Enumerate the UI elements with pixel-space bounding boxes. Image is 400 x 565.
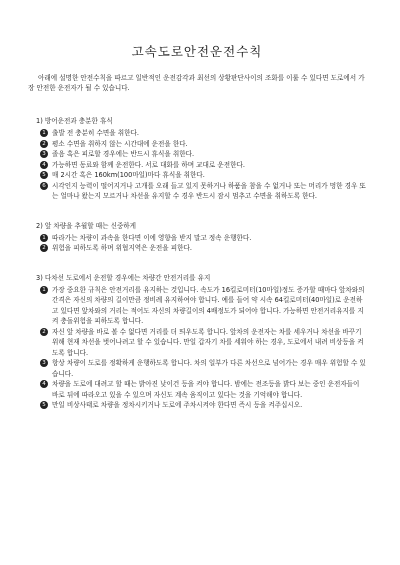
list-item: [40, 149, 366, 160]
list-item-text: 가장 중요한 규칙은 안전거리를 유지하는 것입니다. 속도가 16킬로미터(10마일)정도 증가할 때마다 앞차와의 간격은 자신의 차량의 길이만큼 정비례 유지하여야 합니다. 예를 들어 약 시속 64킬로미터(40마일)로 운전하고 있다면 앞차와의 거리는 적어도 자신의 차량길이의 4배정도가 되어야 합니다. 가능하면 안전거리유지를 지켜 충돌위험을 피하도록 합니다.: [52, 285, 365, 325]
circled-number-badge: 4: [40, 380, 48, 388]
circled-number-badge: 6: [40, 182, 48, 190]
circled-number-badge: 2: [40, 328, 48, 336]
list-item: [40, 327, 366, 359]
list-item-text: 졸음 혹은 피로할 경우에는 반드시 휴식을 취한다.: [52, 150, 195, 158]
list-item: [40, 233, 366, 244]
list-item: [40, 358, 366, 379]
section-heading: 3) 다차선 도로에서 운전할 경우에는 차량간 안전거리를 유지: [36, 273, 211, 282]
list-item: [40, 128, 366, 139]
list-item-text: 만일 비상사태로 차량을 정차시키거나 도로에 주차시켜야 한다면 즉시 등을 켜주십시오.: [52, 401, 303, 409]
sections-container: [28, 116, 366, 411]
section-3: [28, 273, 366, 411]
list-item-text: 차량을 도로에 대려고 할 때는 밝아진 낮이건 등을 켜야 합니다. 밤에는 전조등을 밝다 보는 중인 운전자들이 바로 뒤에 따라오고 있을 수 있으며 자신도 계속 움직이고 있다는 것을 기억해야 합니다.: [52, 380, 360, 399]
list-item-text: 자신 앞 차량을 바로 볼 수 없다면 거리를 더 띄우도록 합니다. 앞차의 운전자는 차를 세우거나 차선을 바꾸기 위해 현재 차선을 벗어나려고 할 수 있습니다. 만일 갑자기 차를 세워야 하는 경우, 도로에서 내려 비상등을 켜도록 합니다.: [52, 327, 364, 357]
list-item: [40, 400, 366, 411]
list-item-text: 출발 전 충분히 수면을 취한다.: [52, 129, 139, 137]
section-2: [28, 221, 366, 254]
list-item-text: 위험을 피하도록 하며 위협지역은 운전을 피한다.: [52, 244, 192, 252]
list-item-text: 평소 수면을 취하지 않는 시간대에 운전을 한다.: [52, 139, 188, 148]
section-heading: 2) 앞 차량을 추월할 때는 신중하게: [36, 221, 137, 230]
circled-number-badge: 3: [40, 359, 48, 367]
list-item-text: 따라가는 차량이 과속을 한다면 이에 영향을 받지 말고 정속 운행한다.: [52, 233, 252, 242]
list-item: [40, 379, 366, 400]
list-item: [40, 243, 366, 254]
circled-number-badge: 1: [40, 286, 48, 294]
list-item-text: 시각인지 능력이 떨어지거나 고개를 오래 들고 있지 못하거나 하품을 참을 수 없거나 또는 머리가 멍한 경우 또는 얼마나 왔는지 모르거나 차선을 유지할 수 경우 반드시 잠시 멈추고 수면을 취하도록 한다.: [52, 181, 366, 200]
list-item: [40, 160, 366, 171]
circled-number-badge: 5: [40, 401, 48, 409]
intro-paragraph: 아래에 설명한 안전수칙을 따르고 일반적인 운전감각과 최선의 상황판단사이의 조화를 이룰 수 있다면 도로에서 가장 안전한 운전자가 될 수 있습니다.: [28, 74, 365, 92]
section-1: [28, 116, 366, 202]
list-item: [40, 285, 366, 327]
circled-number-badge: 1: [40, 234, 48, 242]
circled-number-badge: 2: [40, 140, 48, 148]
circled-number-badge: 2: [40, 244, 48, 252]
section-heading: 1) 방어운전과 충분한 휴식: [36, 117, 113, 125]
circled-number-badge: 1: [40, 129, 48, 137]
list-item-text: 항상 차량이 도로를 정확하게 운행하도록 합니다. 차의 일부가 다른 차선으로 넘어가는 경우 매우 위험할 수 있습니다.: [52, 359, 366, 378]
circled-number-badge: 3: [40, 150, 48, 158]
list-item-text: 가능하면 동료와 함께 운전한다. 서로 대화를 하며 교대로 운전한다.: [52, 160, 245, 169]
list-item-text: 매 2시간 혹은 160km(100마일)마다 휴식을 취한다.: [52, 171, 205, 179]
circled-number-badge: 5: [40, 171, 48, 179]
document-title: 고속도로안전운전수칙: [131, 44, 263, 59]
list-item: [40, 170, 366, 181]
list-item: [40, 139, 366, 150]
list-item: [40, 181, 366, 202]
circled-number-badge: 4: [40, 161, 48, 169]
